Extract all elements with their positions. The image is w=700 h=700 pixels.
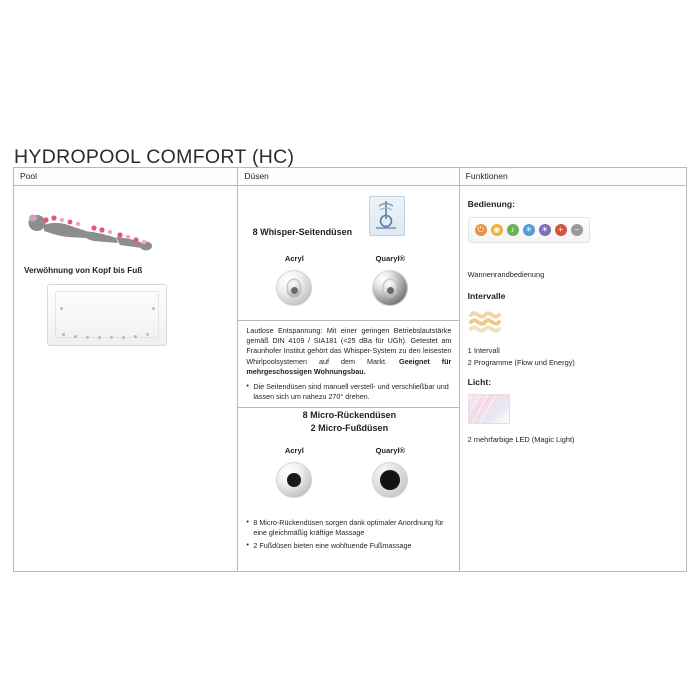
whisper-variant-label-acryl: Acryl (284, 254, 304, 263)
micro-bullet-2: • 2 Fußdüsen bieten eine wohltuende Fußmassage (246, 541, 451, 551)
funktionen-cell-body (460, 186, 686, 571)
wannenrand-control-panel[interactable] (468, 217, 590, 243)
divider-after-nozzles (238, 320, 458, 321)
minus-icon[interactable]: − (571, 224, 583, 236)
micro-variant-label-quaryl: Quaryl® (375, 446, 406, 455)
power-icon[interactable]: ⏻ (475, 224, 487, 236)
whisper-variant-label-quaryl: Quaryl® (375, 254, 406, 263)
bathtub-top-view-icon (47, 284, 167, 346)
micro-section-title-line1: 8 Micro-Rückendüsen (302, 410, 397, 420)
jet-icon[interactable]: ✳ (523, 224, 535, 236)
light-icon[interactable]: ☀ (539, 224, 551, 236)
product-spec-table (13, 167, 687, 572)
pool-cell-body (14, 186, 237, 571)
side-jet-quaryl-icon (372, 270, 408, 306)
column-header-pool: Pool (14, 168, 237, 186)
page-title: HYDROPOOL COMFORT (HC) (14, 146, 295, 169)
bedienung-caption: Wannenrandbedienung (467, 270, 545, 279)
column-duesen (238, 168, 459, 571)
column-funktionen (460, 168, 686, 571)
bubble-icon[interactable]: ◉ (491, 224, 503, 236)
bedienung-heading: Bedienung: (467, 199, 515, 209)
column-pool (14, 168, 238, 571)
micro-jet-quaryl-icon (372, 462, 408, 498)
intervalle-line-1: 1 Intervall (467, 346, 500, 355)
whisper-bullet-1: • Die Seitendüsen sind manuell verstell- und verschließbar und lassen sich um nahezu 270° drehen. (246, 382, 451, 402)
side-jet-acrylic-icon (276, 270, 312, 306)
whisper-system-icon (369, 196, 405, 236)
licht-heading: Licht: (467, 377, 492, 387)
pool-caption: Verwöhnung von Kopf bis Fuß (24, 266, 143, 275)
column-header-duesen: Düsen (238, 168, 458, 186)
micro-jet-acrylic-icon (276, 462, 312, 498)
whisper-paragraph: Lautlose Entspannung: Mit einer geringen Betriebslautstärke gemäß DIN 4109 / SIA181 (<25 dBa für UGh). Getestet am Fraunhofer Institut gehört das Whisper-System zu den leisesten Whirlpoolsystemen auf dem Markt. Geeignet für mehrgeschossigen Wohnungsbau. (246, 326, 452, 376)
divider-between-sections (238, 407, 458, 408)
whisper-bullets (246, 382, 451, 405)
sound-icon[interactable]: ♪ (507, 224, 519, 236)
micro-bullet-1: • 8 Micro-Rückendüsen sorgen dank optimaler Anordnung für eine gleichmäßig kräftige Massage (246, 518, 451, 538)
intervalle-line-2: 2 Programme (Flow und Energy) (467, 358, 575, 367)
whisper-section-title: 8 Whisper-Seitendüsen (252, 227, 353, 237)
body-massage-zones-icon (24, 211, 154, 251)
intervalle-heading: Intervalle (467, 291, 506, 301)
micro-section-title-line2: 2 Micro-Fußdüsen (310, 423, 389, 433)
plus-icon[interactable]: + (555, 224, 567, 236)
column-header-funktionen: Funktionen (460, 168, 686, 186)
licht-caption: 2 mehrfarbige LED (Magic Light) (467, 435, 575, 444)
micro-bullets (246, 518, 451, 555)
duesen-cell-body (238, 186, 458, 571)
micro-variant-label-acryl: Acryl (284, 446, 304, 455)
magic-light-icon (468, 394, 510, 424)
interval-waves-icon (468, 307, 502, 333)
